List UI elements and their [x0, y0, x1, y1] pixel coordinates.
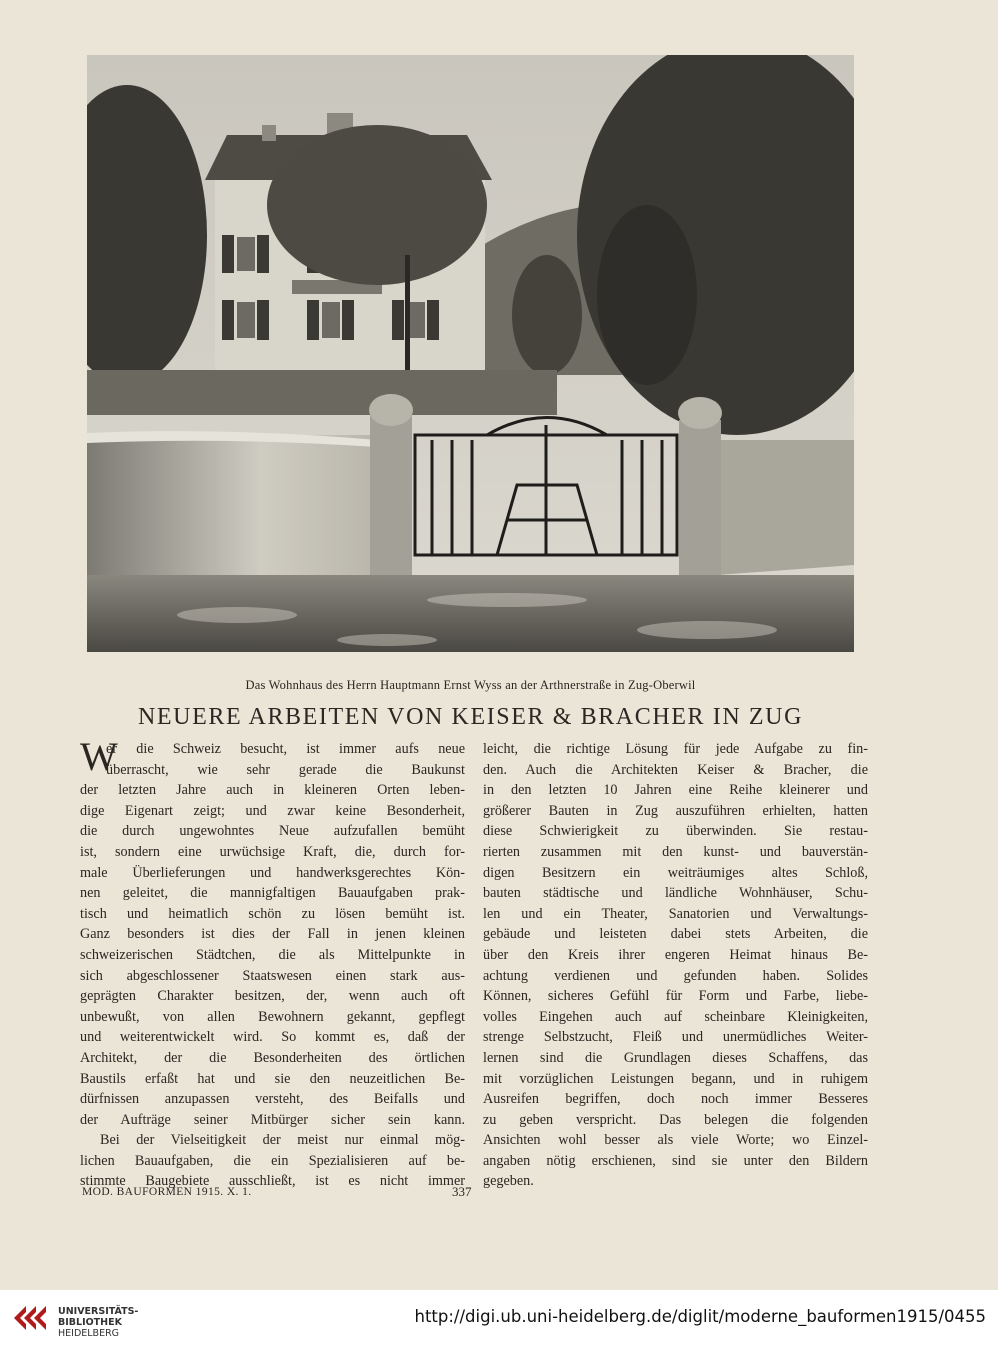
text-line: schweizerischen Städtchen, die als Mittelpunkte in	[80, 946, 465, 963]
text-line: und weiterentwickelt wird. So kommt es, daß der	[80, 1029, 465, 1046]
text-line: angaben nötig erschienen, sind sie unter den Bildern	[483, 1152, 868, 1169]
text-line: überrascht, wie sehr gerade die Baukunst	[106, 761, 465, 778]
text-line: größerer Bauten in Zug auszuführen erhielten, hatten	[483, 802, 868, 819]
text-line: mit vorzüglichen Leistungen begann, und in ruhigem	[483, 1070, 868, 1087]
library-name-line3: HEIDELBERG	[58, 1328, 120, 1339]
page-number: 337	[452, 1184, 472, 1199]
drop-cap: W	[80, 734, 118, 779]
text-line: die durch ungewohntes Neue aufzufallen bemüht	[80, 823, 465, 840]
text-line: Architekt, der die Besonderheiten des örtlichen	[80, 1049, 465, 1066]
text-line: tisch und heimatlich schön zu lösen bemüht ist.	[80, 905, 465, 922]
text-line: in den letzten 10 Jahren eine Reihe kleinerer und	[483, 782, 868, 799]
text-line: er die Schweiz besucht, ist immer aufs neue	[106, 741, 465, 757]
text-line: Ausreifen begriffen, doch noch immer Besseres	[483, 1091, 868, 1108]
photo-caption: Das Wohnhaus des Herrn Hauptmann Ernst Wyss an der Arthnerstraße in Zug-Oberwil	[245, 678, 696, 692]
university-library-logo-icon	[10, 1300, 48, 1336]
library-bar	[0, 1290, 998, 1363]
text-line: achtung verdienen und gefunden haben. Solides	[483, 967, 868, 984]
house-photo	[87, 55, 854, 652]
text-line: dürfnissen anzupassen versteht, des Beifalls und	[80, 1091, 465, 1108]
article-title: NEUERE ARBEITEN VON KEISER & BRACHER IN ZUG	[137, 704, 803, 730]
text-line: Ganz besonders ist dies der Fall in jenen kleinen	[80, 926, 465, 943]
text-line: lernen sind die Grundlagen dieses Schaffens, das	[483, 1049, 868, 1066]
library-name-line1: UNIVERSITÄTS-	[58, 1306, 139, 1317]
text-line: digen Besitzern ein weiträumiges altes Schloß,	[483, 864, 868, 881]
text-line: leicht, die richtige Lösung für jede Aufgabe zu fin-	[483, 741, 868, 757]
text-line: diese Schwierigkeit zu überwinden. Sie restau-	[483, 823, 868, 840]
source-url-link[interactable]: http://digi.ub.uni-heidelberg.de/diglit/moderne_bauformen1915/0455	[414, 1307, 986, 1326]
text-line: der letzten Jahre auch in kleineren Orten leben-	[80, 782, 465, 799]
text-line: stimmte Baugebiete ausschließt, ist es nicht immer	[80, 1173, 465, 1190]
text-line: rierten zusammen mit den kunst- und bauverstän-	[483, 843, 868, 860]
text-line: unbewußt, von allen Bewohnern gekannt, gepflegt	[80, 1008, 465, 1025]
text-line: ist, sondern eine urwüchsige Kraft, die, durch for-	[80, 843, 465, 860]
text-line: dige Eigenart zeigt; und zwar keine Besonderheit,	[80, 802, 465, 819]
text-column-left	[80, 734, 465, 1192]
text-line: gebäude und leisteten dabei stets Arbeiten, die	[483, 926, 868, 943]
text-line: über den Kreis ihrer engeren Heimat hinaus Be-	[483, 946, 868, 963]
text-line: Bei der Vielseitigkeit der meist nur einmal mög-	[100, 1132, 465, 1149]
library-name	[58, 1306, 138, 1339]
text-line: sich abgeschlossener Staatswesen einen stark aus-	[80, 967, 465, 984]
text-line: zu geben verspricht. Das belegen die folgenden	[483, 1111, 868, 1128]
text-line: lichen Bauaufgaben, die ein Spezialisieren auf be-	[80, 1152, 465, 1169]
text-line: male Überlieferungen und handwerksgerechtes Kön-	[80, 864, 465, 881]
text-line: Baustils erfaßt hat und sie den neuzeitlichen Be-	[80, 1070, 465, 1087]
text-line: volles Eingehen auch auf scheinbare Kleinigkeiten,	[483, 1008, 868, 1025]
text-line: den. Auch die Architekten Keiser & Bracher, die	[483, 761, 868, 778]
house-photo-illustration	[87, 55, 854, 652]
text-line: len und ein Theater, Sanatorien und Verwaltungs-	[483, 905, 868, 922]
text-line: gegeben.	[483, 1173, 534, 1190]
text-line: geprägten Charakter besitzen, der, wenn auch oft	[80, 988, 465, 1005]
text-line: nen geleitet, die mannigfaltigen Bauaufgaben prak-	[80, 885, 465, 902]
text-line: bauten städtische und ländliche Wohnhäuser, Schu-	[483, 885, 868, 902]
text-line: der Aufträge seiner Mitbürger sicher sein kann.	[80, 1111, 465, 1128]
text-line: Ansichten wohl besser als viele Worte; wo Einzel-	[483, 1132, 868, 1149]
text-line: Können, sicheres Gefühl für Form und Farbe, liebe-	[483, 988, 868, 1005]
library-name-line2: BIBLIOTHEK	[58, 1317, 122, 1328]
text-line: strenge Selbstzucht, Fleiß und unermüdliches Weiter-	[483, 1029, 868, 1046]
text-column-right	[483, 739, 868, 1192]
journal-footer: MOD. BAUFORMEN 1915. X. 1.	[82, 1186, 252, 1198]
